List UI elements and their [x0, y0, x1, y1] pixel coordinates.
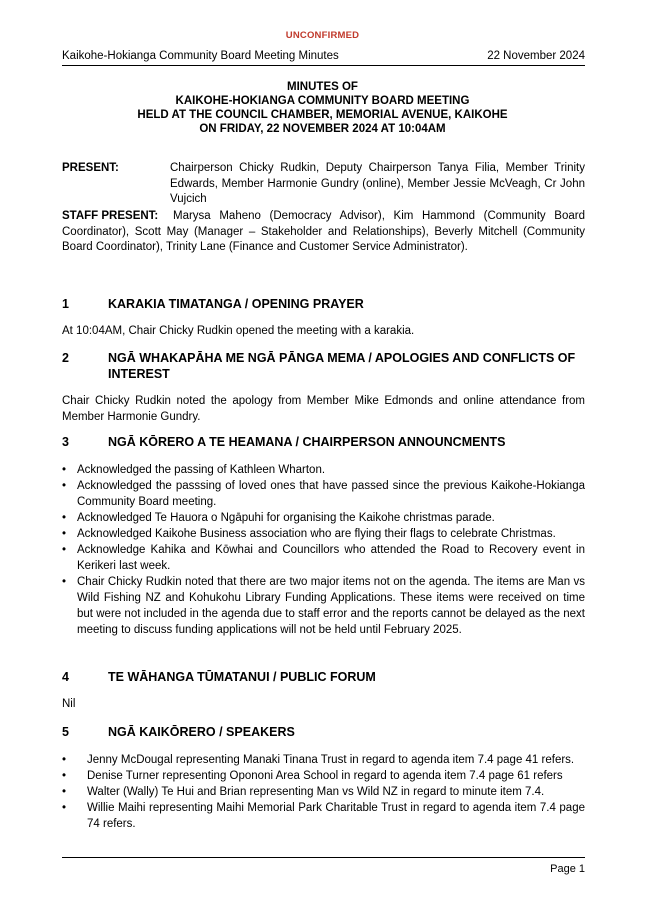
section-title: NGĀ WHAKAPĀHA ME NGĀ PĀNGA MEMA / APOLOGIES AND CONFLICTS OF INTEREST [108, 351, 576, 381]
list-item: • Acknowledged Kaikohe Business association who are flying their flags to celebrate Christmas. [62, 526, 585, 542]
staff-present-label: STAFF PRESENT: [62, 210, 159, 222]
section-heading-1 [62, 296, 585, 312]
list-item: • Acknowledge Kahika and Kōwhai and Councillors who attended the Road to Recovery event in Kerikeri last week. [62, 542, 585, 574]
present-block [62, 161, 585, 208]
section-title: NGĀ KŌRERO A TE HEAMANA / CHAIRPERSON ANNOUNCMENTS [108, 435, 506, 449]
list-item: • Jenny McDougal representing Manaki Tinana Trust in regard to agenda item 7.4 page 41 refers. [62, 752, 585, 768]
list-item: • Denise Turner representing Opononi Area School in regard to agenda item 7.4 page 61 refers [62, 768, 585, 784]
list-item: • Acknowledged the passing of Kathleen Wharton. [62, 462, 585, 478]
section-title: KARAKIA TIMATANGA / OPENING PRAYER [108, 297, 364, 311]
staff-present-block [62, 209, 585, 256]
page-footer [62, 857, 585, 875]
section-body-2: Chair Chicky Rudkin noted the apology from Member Mike Edmonds and online attendance from Member Harmonie Gundry. [62, 395, 585, 423]
list-item: • Walter (Wally) Te Hui and Brian representing Man vs Wild NZ in regard to minute item 7.4. [62, 784, 585, 800]
title-line: HELD AT THE COUNCIL CHAMBER, MEMORIAL AVENUE, KAIKOHE [137, 109, 508, 121]
unconfirmed-stamp: UNCONFIRMED [285, 30, 360, 41]
section-number: 5 [62, 725, 69, 739]
section-heading-2 [62, 350, 585, 382]
section-body-4: Nil [62, 698, 76, 710]
title-line: KAIKOHE-HOKIANGA COMMUNITY BOARD MEETING [175, 95, 470, 107]
document-title [0, 80, 645, 136]
staff-present-list: Marysa Maheno (Democracy Advisor), Kim Hammond (Community Board Coordinator), Scott May (Manager – Stakeholder and Relationships), Beverly Mitchell (Community Board Coordinator), Trinity Lane (Finance and Customer Service Administrator). [62, 210, 585, 253]
section-number: 4 [62, 670, 69, 684]
page-header [62, 50, 585, 66]
title-line: ON FRIDAY, 22 NOVEMBER 2024 AT 10:04AM [199, 123, 446, 135]
list-item: • Acknowledged Te Hauora o Ngāpuhi for organising the Kaikohe christmas parade. [62, 510, 585, 526]
list-item: • Acknowledged the passsing of loved ones that have passed since the previous Kaikohe-Hokianga Community Board meeting. [62, 478, 585, 510]
present-list: Chairperson Chicky Rudkin, Deputy Chairperson Tanya Filia, Member Trinity Edwards, Member Harmonie Gundry (online), Member Jessie McVeagh, Cr John Vujcich [170, 162, 585, 205]
section-heading-4 [62, 669, 585, 685]
section-heading-3 [62, 434, 585, 450]
title-line: MINUTES OF [287, 81, 358, 93]
header-date: 22 November 2024 [487, 50, 585, 62]
section-number: 3 [62, 435, 69, 449]
page-number: Page 1 [550, 863, 585, 875]
chair-announcements-list [62, 462, 585, 638]
present-label: PRESENT: [62, 162, 119, 174]
header-title: Kaikohe-Hokianga Community Board Meeting Minutes [62, 50, 339, 62]
list-item: • Willie Maihi representing Maihi Memorial Park Charitable Trust in regard to agenda item 7.4 page 74 refers. [62, 800, 585, 832]
section-title: NGĀ KAIKŌRERO / SPEAKERS [108, 725, 295, 739]
section-heading-5 [62, 724, 585, 740]
speakers-list [62, 752, 585, 832]
section-number: 1 [62, 297, 69, 311]
section-title: TE WĀHANGA TŪMATANUI / PUBLIC FORUM [108, 670, 376, 684]
list-item: • Chair Chicky Rudkin noted that there are two major items not on the agenda. The items are Man vs Wild Fishing NZ and Kohukohu Library Funding Applications. These items were received on time but were not included in the agenda due to staff error and the reports cannot be delayed as the next meeting to discuss funding applications will not be held until February 2025. [62, 574, 585, 638]
section-number: 2 [62, 351, 69, 365]
section-body-1: At 10:04AM, Chair Chicky Rudkin opened the meeting with a karakia. [62, 325, 415, 337]
